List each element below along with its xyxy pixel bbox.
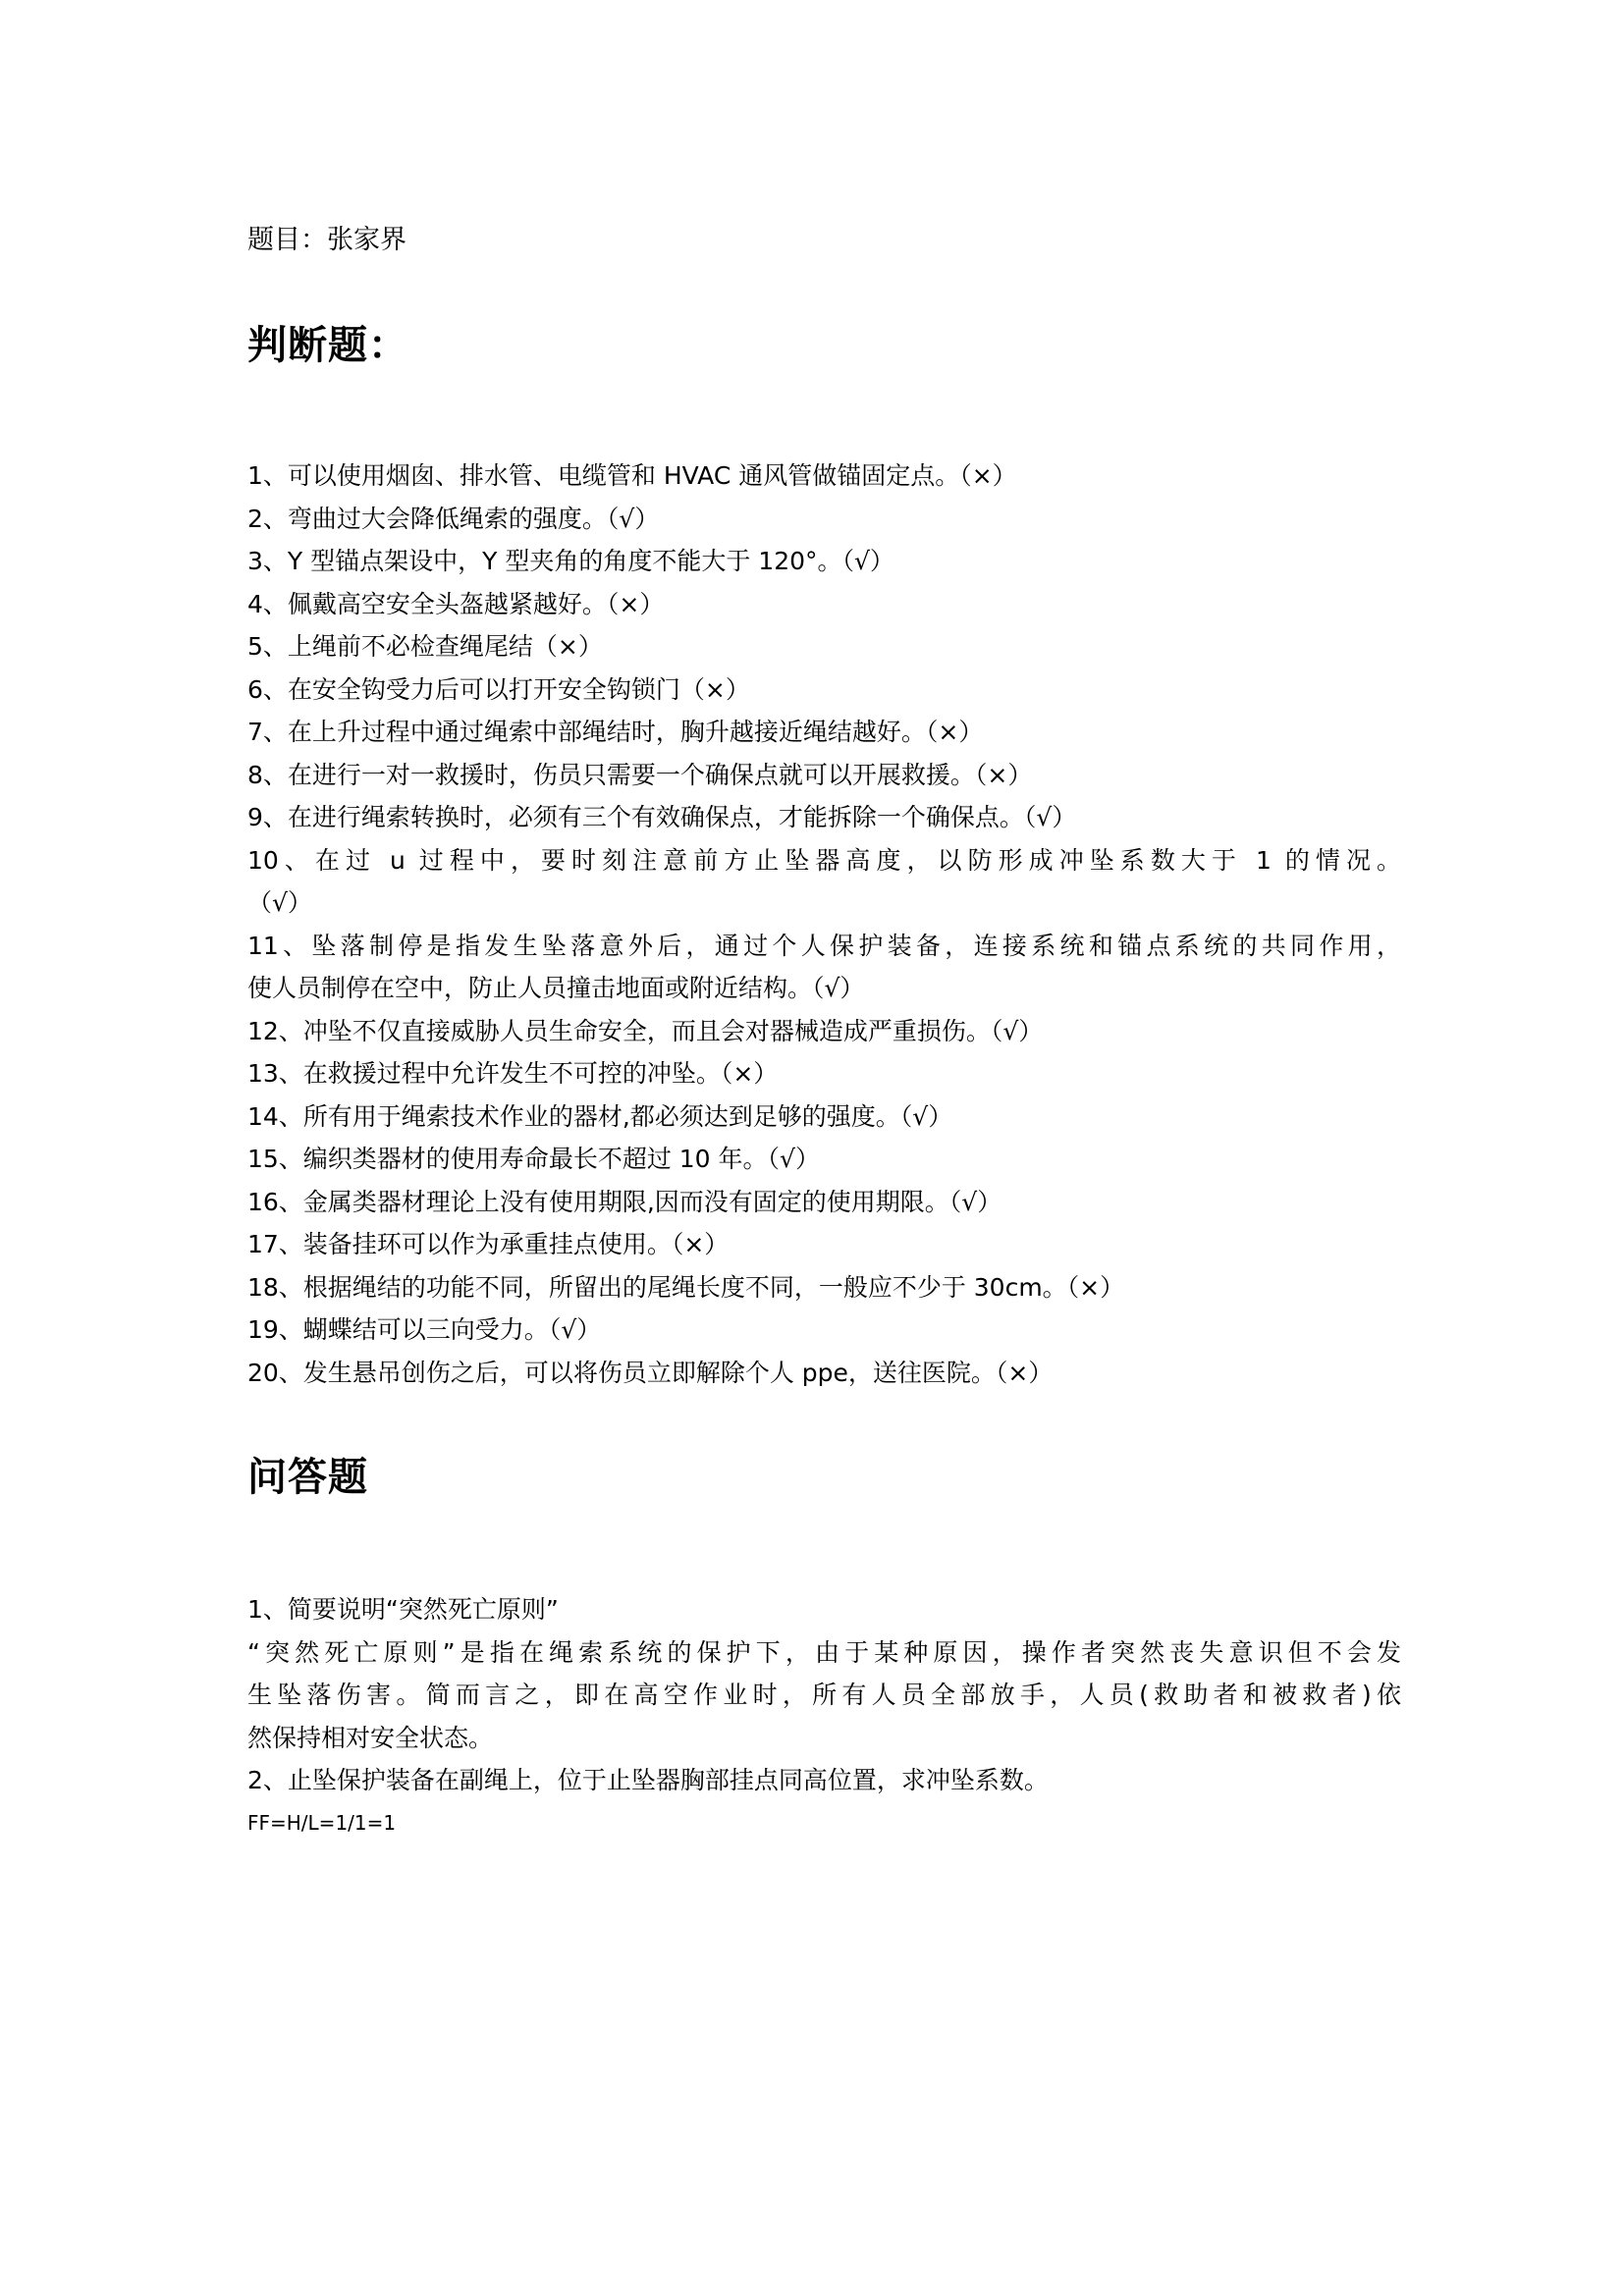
true-false-list [247,454,1406,1394]
item-line: 13、在救援过程中允许发生不可控的冲坠。（×） [247,1059,779,1088]
list-item [247,498,1406,541]
item-line: 2、止坠保护装备在副绳上，位于止坠器胸部挂点同高位置，求冲坠系数。 [247,1766,1049,1794]
list-item [247,796,1406,839]
item-line: “突然死亡原则”是指在绳索系统的保护下，由于某种原因，操作者突然丧失意识但不会发 [247,1637,1401,1667]
list-item [247,1308,1406,1352]
list-item [247,1223,1406,1266]
item-line: 9、在进行绳索转换时，必须有三个有效确保点，才能拆除一个确保点。（√） [247,803,1077,831]
item-line: 5、上绳前不必检查绳尾结（×） [247,632,603,661]
list-item [247,754,1406,797]
item-line: 14、所有用于绳索技术作业的器材,都必须达到足够的强度。（√） [247,1101,953,1131]
list-item [247,668,1406,712]
item-line: 4、佩戴高空安全头盔越紧越好。（×） [247,589,665,618]
list-item [247,1052,1406,1095]
list-item [247,1588,1406,1759]
list-item [247,925,1406,1010]
item-line: 2、弯曲过大会降低绳索的强度。（√） [247,504,660,533]
item-line: 1、可以使用烟囱、排水管、电缆管和 HVAC 通风管做锚固定点。（×） [247,461,1017,490]
list-item [247,1759,1406,1844]
list-item [247,625,1406,668]
item-line: 6、在安全钩受力后可以打开安全钩锁门（×） [247,674,750,704]
item-line: 8、在进行一对一救援时，伤员只需要一个确保点就可以开展救援。（×） [247,760,1033,789]
item-line: 16、金属类器材理论上没有使用期限,因而没有固定的使用期限。（√） [247,1187,1002,1216]
item-line: 10、在过 u 过程中，要时刻注意前方止坠器高度，以防形成冲坠系数大于 1 的情况。 [247,845,1401,875]
list-item [247,711,1406,754]
list-item [247,454,1406,498]
item-line: 11、坠落制停是指发生坠落意外后，通过个人保护装备，连接系统和锚点系统的共同作用， [247,931,1401,960]
item-line: 19、蝴蝶结可以三向受力。（√） [247,1315,602,1344]
list-item [247,540,1406,583]
list-item [247,1095,1406,1139]
qa-list [247,1588,1406,1844]
item-line: 然保持相对安全状态。 [247,1723,494,1752]
item-line: 18、根据绳结的功能不同，所留出的尾绳长度不同，一般应不少于 30cm。（×） [247,1272,1125,1302]
list-item [247,1181,1406,1224]
list-item [247,1138,1406,1181]
list-item [247,1266,1406,1309]
item-line: 20、发生悬吊创伤之后，可以将伤员立即解除个人 ppe，送往医院。（×） [247,1358,1054,1387]
item-line: 7、在上升过程中通过绳索中部绳结时，胸升越接近绳结越好。（×） [247,718,984,746]
item-line: 3、Y 型锚点架设中，Y 型夹角的角度不能大于 120°。（√） [247,547,894,575]
item-line: 使人员制停在空中，防止人员撞击地面或附近结构。（√） [247,974,865,1002]
section-heading-true-false: 判断题： [247,323,408,368]
item-line: 15、编织类器材的使用寿命最长不超过 10 年。（√） [247,1145,820,1173]
section-heading-qa: 问答题 [247,1455,368,1500]
item-line: FF=H/L=1/1=1 [247,1810,397,1835]
item-line: 17、装备挂环可以作为承重挂点使用。（×） [247,1230,730,1258]
list-item [247,583,1406,626]
list-item [247,1010,1406,1053]
item-line: 12、冲坠不仅直接威胁人员生命安全，而且会对器械造成严重损伤。（√） [247,1016,1044,1045]
list-item [247,839,1406,925]
item-line: 1、简要说明“突然死亡原则” [247,1595,559,1624]
document-title: 题目：张家界 [247,225,406,255]
list-item [247,1352,1406,1395]
item-line: 生坠落伤害。简而言之，即在高空作业时，所有人员全部放手，人员(救助者和被救者)依 [247,1681,1401,1709]
item-line: （√） [247,888,312,917]
